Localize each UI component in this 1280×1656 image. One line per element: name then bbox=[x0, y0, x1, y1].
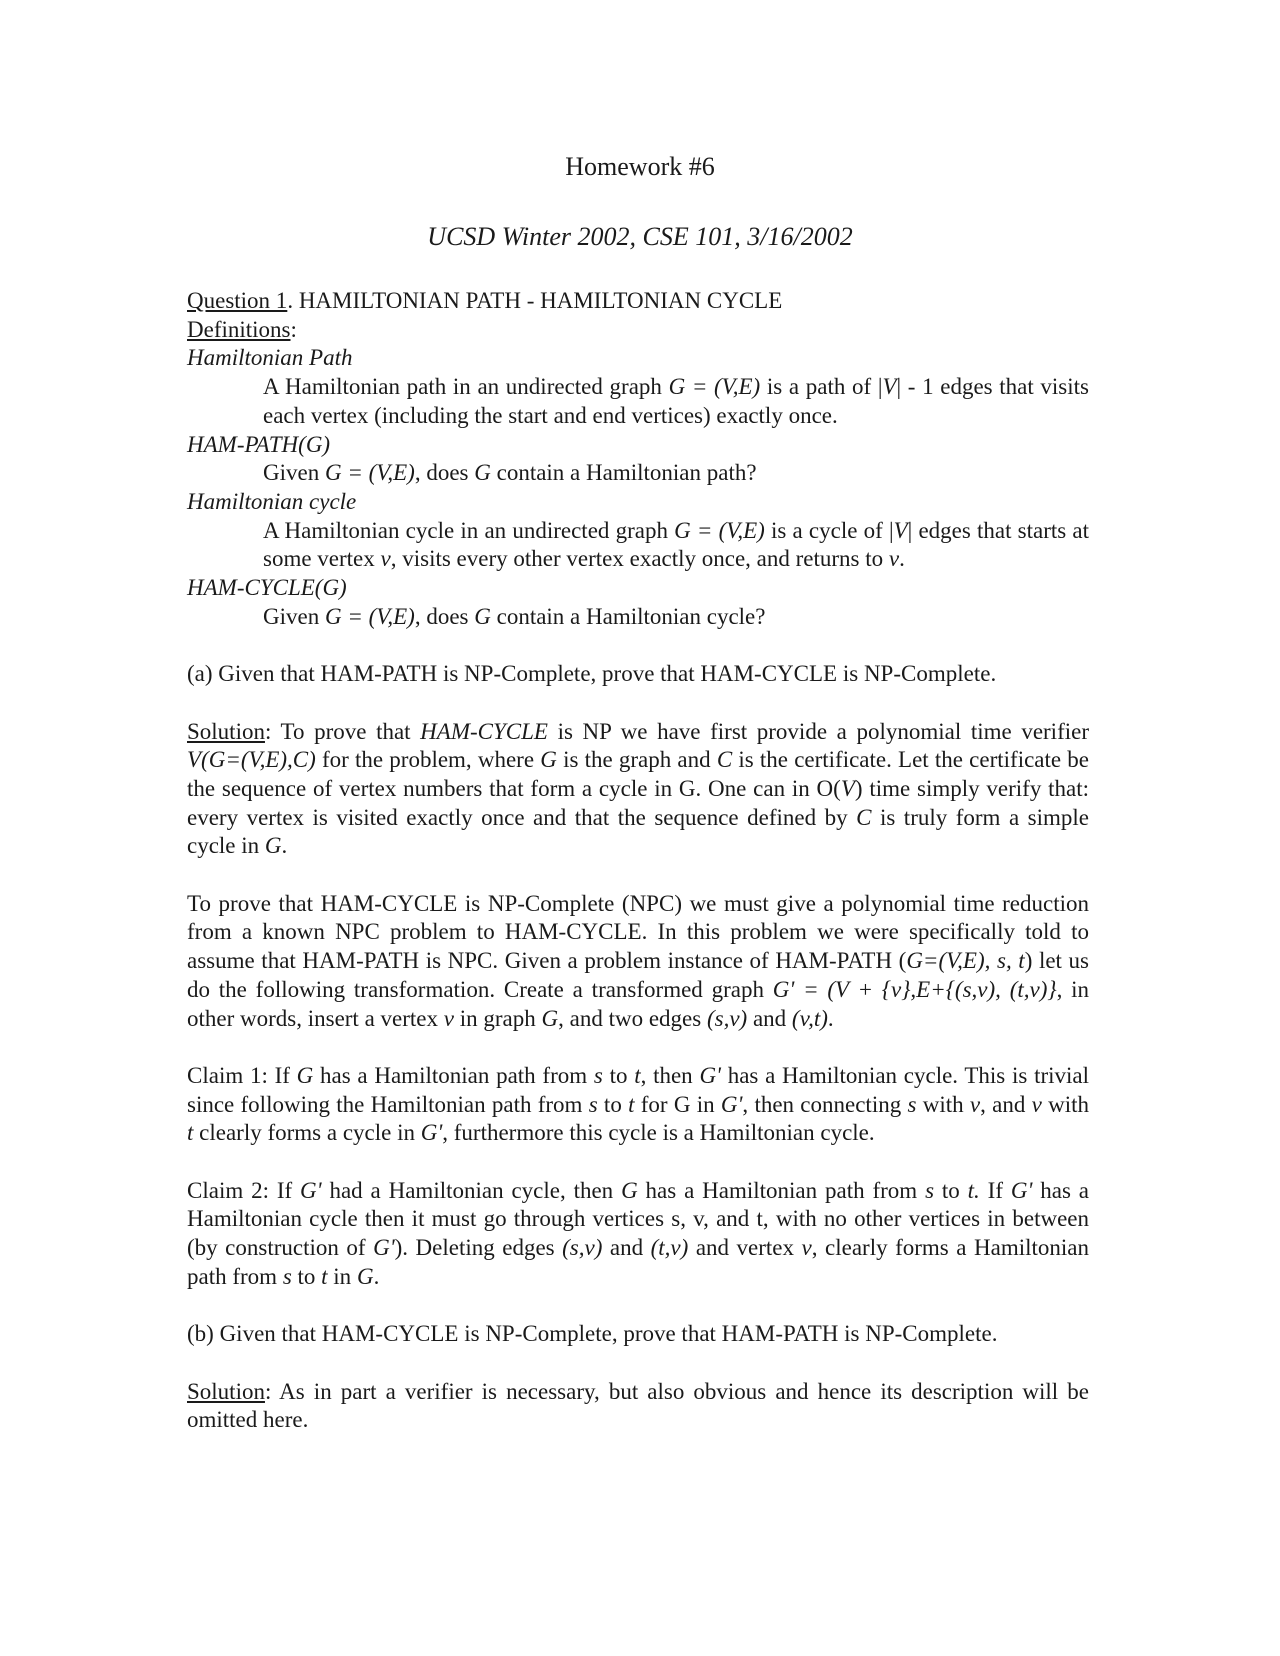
question-1-label: Question 1 bbox=[187, 288, 288, 313]
def-term-ham-path: HAM-PATH(G) bbox=[187, 431, 331, 457]
part-a-claim-1: Claim 1: If G has a Hamiltonian path from s to t, then G' has a Hamiltonian cycle. This is trivial since following the Hamiltonian path from s to t for G in G', then connecting s with v, and v with t clearly forms a cycle in G', furthermore this cycle is a Hamiltonian cycle. bbox=[187, 1062, 1090, 1146]
def-term-hamiltonian-path: Hamiltonian Path bbox=[187, 345, 353, 371]
def-body-hamiltonian-cycle: A Hamiltonian cycle in an undirected graph G = (V,E) is a cycle of |V| edges that starts at some vertex v, visits every other vertex exactly once, and returns to v. bbox=[263, 517, 1089, 572]
part-a-question: (a) Given that HAM-PATH is NP-Complete, prove that HAM-CYCLE is NP-Complete. bbox=[187, 661, 997, 687]
part-b-solution: Solution: As in part a verifier is necessary, but also obvious and hence its description will be omitted here. bbox=[187, 1378, 1089, 1433]
def-term-ham-cycle: HAM-CYCLE(G) bbox=[187, 575, 347, 601]
def-body-hamiltonian-path: A Hamiltonian path in an undirected graph G = (V,E) is a path of |V| - 1 edges that visits each vertex (including the start and end vertices) exactly once. bbox=[263, 374, 1089, 428]
part-a-solution-verifier: Solution: To prove that HAM-CYCLE is NP we have first provide a polynomial time verifier V(G=(V,E),C) for the problem, where G is the graph and C is the certificate. Let the certificate be the sequence of vertex numbers that form a cycle in G. One can in O(V) time simply verify that: every vertex is visited exactly once and that the sequence defined by C is truly form a simple cycle in G. bbox=[187, 718, 1089, 859]
part-b-question: (b) Given that HAM-CYCLE is NP-Complete, prove that HAM-PATH is NP-Complete. bbox=[187, 1321, 998, 1347]
definitions-heading: Definitions: bbox=[187, 316, 297, 342]
def-term-hamiltonian-cycle: Hamiltonian cycle bbox=[187, 488, 357, 514]
page-subtitle: UCSD Winter 2002, CSE 101, 3/16/2002 bbox=[427, 222, 853, 251]
page-title: Homework #6 bbox=[565, 152, 715, 181]
def-body-ham-cycle: Given G = (V,E), does G contain a Hamiltonian cycle? bbox=[263, 603, 766, 629]
def-body-ham-path: Given G = (V,E), does G contain a Hamiltonian path? bbox=[263, 460, 757, 486]
document-body bbox=[187, 287, 1089, 1435]
part-a-reduction: To prove that HAM-CYCLE is NP-Complete (NPC) we must give a polynomial time reduction from a known NPC problem to HAM-CYCLE. In this problem we were specifically told to assume that HAM-PATH is NPC. Given a problem instance of HAM-PATH (G=(V,E), s, t) let us do the following transformation. Create a transformed graph G' = (V + {v},E+{(s,v), (t,v)}, in other words, insert a vertex v in graph G, and two edges (s,v) and (v,t). bbox=[187, 890, 1089, 1031]
part-a-claim-2: Claim 2: If G' had a Hamiltonian cycle, then G has a Hamiltonian path from s to t. If G' has a Hamiltonian cycle then it must go through vertices s, v, and t, with no other vertices in between (by construction of G'). Deleting edges (s,v) and (t,v) and vertex v, clearly forms a Hamiltonian path from s to t in G. bbox=[187, 1177, 1089, 1289]
question-1-heading: Question 1. HAMILTONIAN PATH - HAMILTONIAN CYCLE bbox=[187, 288, 783, 313]
